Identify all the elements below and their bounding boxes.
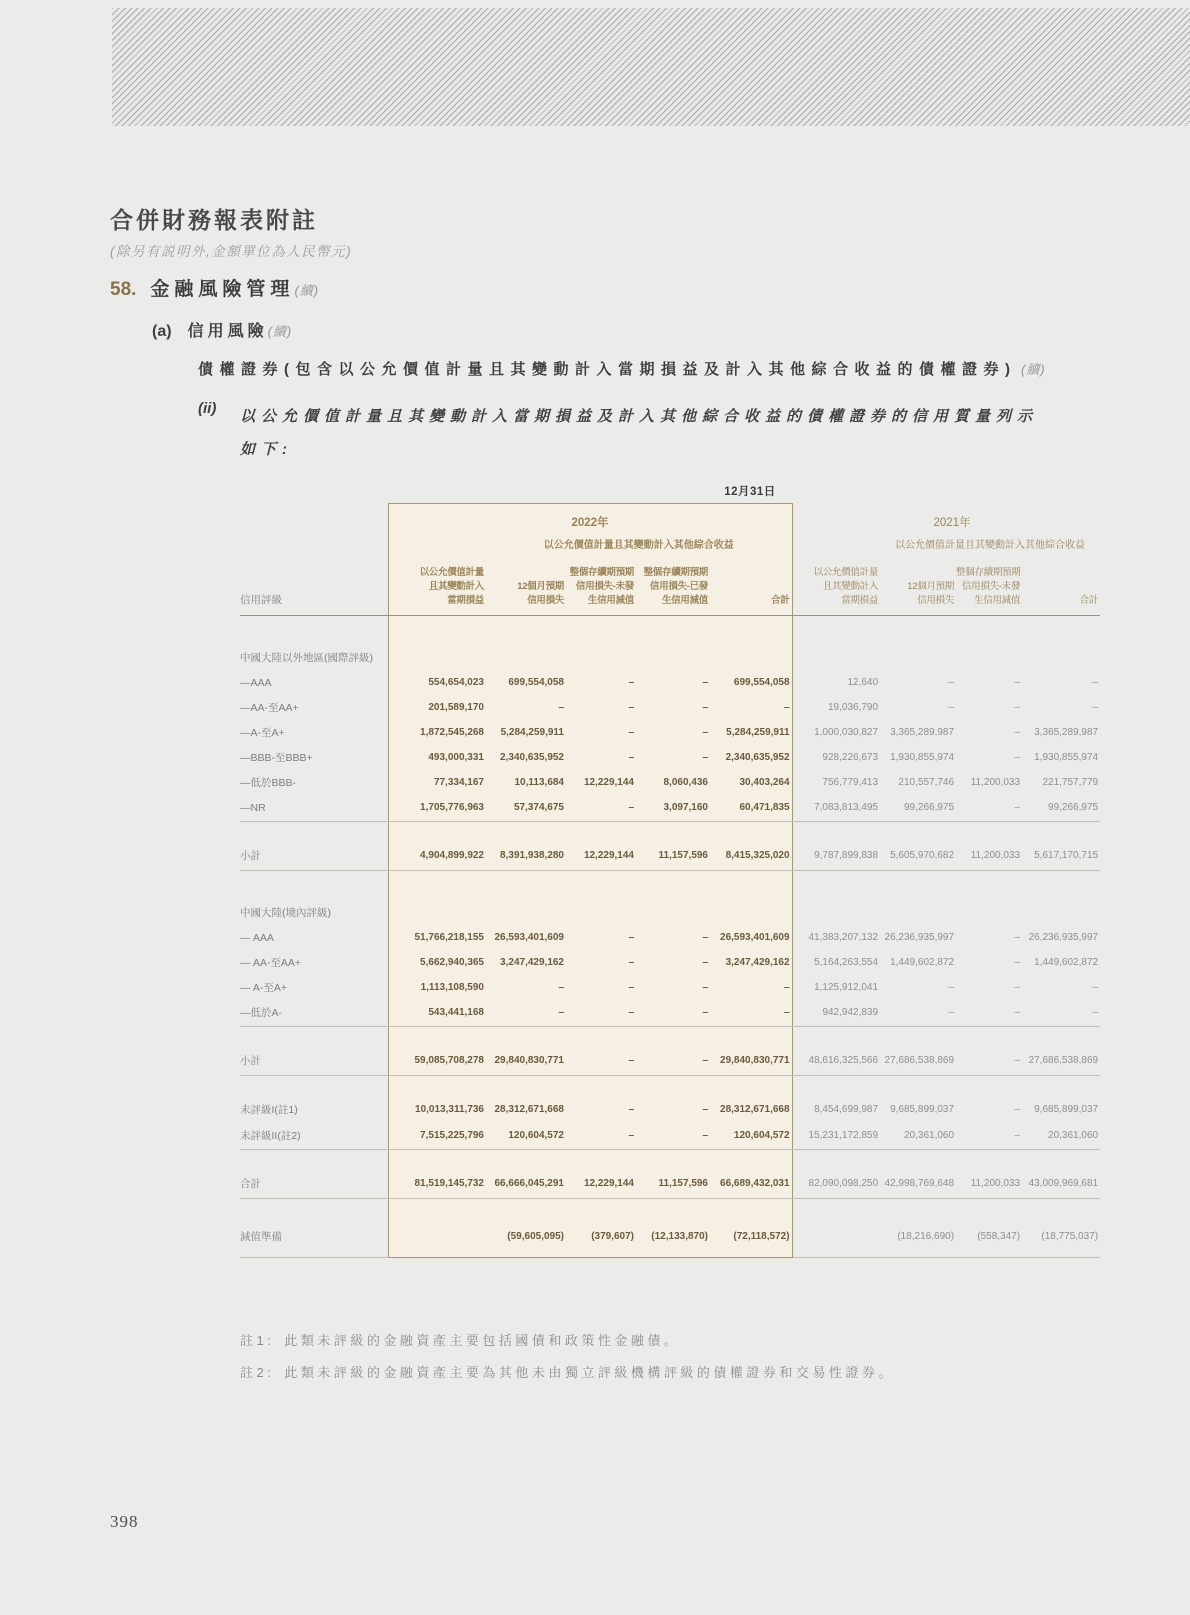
footnote-2-text: 此類未評級的金融資產主要為其他未由獨立評級機構評級的債權證券和交易性證券。 — [284, 1365, 895, 1380]
value-2021: 221,757,779 — [1042, 777, 1099, 788]
gap-cell — [792, 746, 804, 771]
value-2021: (18,216,690) — [880, 1199, 956, 1258]
value-2022: 11,157,596 — [636, 822, 710, 871]
value-2022: 1,705,776,963 — [388, 796, 486, 822]
footnote-1 — [240, 1330, 680, 1349]
value-2022: – — [636, 926, 710, 951]
value-2021: – — [1014, 1104, 1021, 1115]
value-2022: – — [636, 1027, 710, 1076]
value-2021 — [880, 871, 956, 927]
table-wrapper — [240, 503, 1100, 1258]
table-row-data — [240, 1124, 1100, 1150]
value-2021: 19,036,790 — [827, 702, 879, 713]
value-2022: 1,113,108,590 — [388, 976, 486, 1001]
value-2022: 11,157,596 — [636, 1150, 710, 1199]
gap-cell — [792, 1001, 804, 1027]
item-ii-text: 以公允價值計量且其變動計入當期損益及計入其他綜合收益的債權證券的信用質量列示如下: — [240, 408, 1039, 458]
gap-cell — [792, 671, 804, 696]
value-2022 — [636, 871, 710, 927]
value-2022: – — [566, 1027, 636, 1076]
value-2022: 5,284,259,911 — [486, 721, 566, 746]
value-2021: 1,449,602,872 — [890, 957, 955, 968]
row-label: — AA-至AA+ — [240, 957, 301, 969]
row-label: 中國大陸(境內評級) — [240, 907, 331, 919]
document-subtitle: (除另有説明外,金額單位為人民幣元) — [110, 244, 353, 259]
value-2021 — [956, 616, 1022, 672]
value-2021: – — [956, 1124, 1022, 1150]
value-2022: – — [636, 1124, 710, 1150]
value-2022: 29,840,830,771 — [710, 1027, 792, 1076]
value-2022 — [636, 616, 710, 672]
footnote-1-label: 註1: — [240, 1333, 275, 1348]
value-2021: – — [1014, 957, 1021, 968]
value-2022: 30,403,264 — [710, 771, 792, 796]
column-header-2022: 以公允價值計量 且其變動計入 當期損益 — [388, 556, 486, 616]
column-header-2021: 合計 — [1022, 556, 1100, 616]
value-2022: 81,519,145,732 — [388, 1150, 486, 1199]
value-2022: 28,312,671,668 — [486, 1076, 566, 1125]
gap-cell — [792, 1076, 804, 1125]
gap-cell — [792, 534, 804, 556]
value-2022: – — [636, 671, 710, 696]
value-2022: – — [636, 951, 710, 976]
row-label: —NR — [240, 796, 388, 822]
value-2021: 26,236,935,997 — [884, 932, 955, 943]
value-2021: 1,125,912,041 — [814, 982, 879, 993]
value-2021: 1,000,030,827 — [814, 727, 879, 738]
gap-cell — [792, 771, 804, 796]
column-header-row — [240, 556, 1100, 616]
value-2022 — [566, 871, 636, 927]
value-2021 — [804, 616, 880, 672]
value-2022: 28,312,671,668 — [710, 1076, 792, 1125]
hatched-band — [112, 8, 1190, 126]
item-ii-label: (ii) — [198, 400, 217, 417]
value-2022: 8,415,325,020 — [710, 822, 792, 871]
value-2021: 7,083,813,495 — [804, 796, 880, 822]
value-2021 — [1022, 871, 1100, 927]
table-row-data — [240, 771, 1100, 796]
value-2021: – — [1014, 677, 1021, 688]
section-heading — [110, 274, 319, 301]
value-2022: (379,607) — [566, 1199, 636, 1258]
table-row-data — [240, 976, 1100, 1001]
value-2022: – — [566, 796, 636, 822]
table-body — [240, 616, 1100, 1258]
gap-cell — [792, 976, 804, 1001]
value-2022: 8,060,436 — [636, 771, 710, 796]
footnote-2 — [240, 1362, 895, 1381]
row-label: —AAA — [240, 677, 272, 689]
value-2022: – — [710, 1001, 792, 1027]
value-2021: 20,361,060 — [1022, 1124, 1100, 1150]
value-2022: – — [636, 746, 710, 771]
value-2022: (12,133,870) — [636, 1199, 710, 1258]
value-2021: – — [1014, 982, 1021, 993]
table-row-total — [240, 1150, 1100, 1199]
value-2022: 77,334,167 — [388, 771, 486, 796]
value-2021: 11,200,033 — [956, 822, 1022, 871]
value-2021 — [804, 871, 880, 927]
column-header-2022: 12個月預期 信用損失 — [486, 556, 566, 616]
row-label: 合計 — [240, 1150, 388, 1199]
value-2021: 43,009,969,681 — [1022, 1150, 1100, 1199]
value-2022: 1,872,545,268 — [388, 721, 486, 746]
item-ii-heading — [198, 400, 1055, 466]
bond-continued-marker: (續) — [1020, 362, 1046, 377]
table-row-data — [240, 746, 1100, 771]
row-label: —低於BBB- — [240, 777, 297, 789]
value-2022: 60,471,835 — [710, 796, 792, 822]
value-2022: – — [486, 976, 566, 1001]
value-2022: – — [566, 1001, 636, 1027]
value-2021: 210,557,746 — [898, 777, 955, 788]
value-2022: 120,604,572 — [486, 1124, 566, 1150]
value-2021: 27,686,538,869 — [880, 1027, 956, 1076]
subsection-heading — [152, 318, 292, 341]
row-label: 未評級II(註2) — [240, 1124, 388, 1150]
table-row-data — [240, 696, 1100, 721]
value-2021: – — [1022, 1001, 1100, 1027]
value-2022: 10,013,311,736 — [388, 1076, 486, 1125]
value-2022 — [710, 616, 792, 672]
value-2021: 3,365,289,987 — [890, 727, 955, 738]
value-2021: – — [1014, 932, 1021, 943]
value-2021: – — [948, 677, 955, 688]
gap-cell — [792, 556, 804, 616]
gap-cell — [792, 696, 804, 721]
value-2021: – — [956, 1001, 1022, 1027]
value-2021: (558,347) — [956, 1199, 1022, 1258]
value-2022: – — [710, 696, 792, 721]
value-2021: – — [956, 1027, 1022, 1076]
value-2022: 8,391,938,280 — [486, 822, 566, 871]
value-2021: 3,365,289,987 — [1034, 727, 1099, 738]
value-2022 — [710, 871, 792, 927]
value-2021: – — [1092, 677, 1099, 688]
table-row-data — [240, 926, 1100, 951]
value-2021: 42,998,769,648 — [880, 1150, 956, 1199]
subsection-title: 信用風險 — [187, 323, 268, 340]
value-2022: 66,689,432,031 — [710, 1150, 792, 1199]
year-2021-header: 2021年 — [933, 517, 971, 529]
column-header-2021: 整個存續期預期 信用損失-未發 生信用減值 — [956, 556, 1022, 616]
row-label: 中國大陸以外地區(國際評級) — [240, 652, 373, 664]
value-2022: 3,247,429,162 — [710, 951, 792, 976]
table-row-sub — [240, 822, 1100, 871]
value-2022: – — [566, 696, 636, 721]
value-2022: 12,229,144 — [566, 1150, 636, 1199]
value-2022 — [566, 616, 636, 672]
bond-heading-text: 債權證券(包含以公允價值計量且其變動計入當期損益及計入其他綜合收益的債權證券) — [198, 361, 1017, 378]
value-2022: (59,605,095) — [486, 1199, 566, 1258]
table-row-sub — [240, 1027, 1100, 1076]
value-2021: 26,236,935,997 — [1028, 932, 1099, 943]
table-row-data — [240, 951, 1100, 976]
value-2022: 4,904,899,922 — [388, 822, 486, 871]
row-label: —AA-至AA+ — [240, 702, 299, 714]
table-row-data — [240, 671, 1100, 696]
value-2022: 51,766,218,155 — [388, 926, 486, 951]
gap-cell — [792, 1027, 804, 1076]
value-2021: – — [1092, 702, 1099, 713]
table-row-data — [240, 1001, 1100, 1027]
value-2022: 120,604,572 — [710, 1124, 792, 1150]
value-2022: 543,441,168 — [388, 1001, 486, 1027]
value-2021: 20,361,060 — [880, 1124, 956, 1150]
value-2022: – — [566, 926, 636, 951]
value-2022: 699,554,058 — [486, 671, 566, 696]
gap-cell — [792, 1199, 804, 1258]
gap-cell — [792, 822, 804, 871]
table-row-group — [240, 616, 1100, 672]
value-2022: 10,113,684 — [486, 771, 566, 796]
row-label: — A-至A+ — [240, 982, 287, 994]
value-2022 — [486, 871, 566, 927]
value-2022: – — [566, 976, 636, 1001]
value-2021: (18,775,037) — [1022, 1199, 1100, 1258]
gap-cell — [792, 721, 804, 746]
year-2022-header: 2022年 — [388, 504, 792, 535]
value-2022: – — [636, 721, 710, 746]
value-2021: 27,686,538,869 — [1022, 1027, 1100, 1076]
value-2022: – — [486, 1001, 566, 1027]
spacer-cell — [240, 504, 388, 535]
value-2021: 82,090,098,250 — [804, 1150, 880, 1199]
value-2021: 9,685,899,037 — [1034, 1104, 1099, 1115]
value-2022: – — [636, 1001, 710, 1027]
section-number: 58. — [110, 279, 137, 300]
value-2022: 5,662,940,365 — [388, 951, 486, 976]
value-2022: – — [566, 1076, 636, 1125]
value-2022: 26,593,401,609 — [710, 926, 792, 951]
footnote-1-text: 此類未評級的金融資產主要包括國債和政策性金融債。 — [284, 1333, 681, 1348]
gap-cell — [792, 504, 804, 535]
value-2022: 3,097,160 — [636, 796, 710, 822]
table-date-header: 12月31日 — [724, 486, 776, 498]
value-2021: – — [948, 982, 955, 993]
value-2021: – — [1014, 752, 1021, 763]
column-header-2021: 12個月預期 信用損失 — [880, 556, 956, 616]
row-header-label: 信用評級 — [240, 556, 388, 616]
value-2021: 8,454,699,987 — [814, 1104, 879, 1115]
value-2021: 1,449,602,872 — [1034, 957, 1099, 968]
section-title: 金融風險管理 — [150, 279, 295, 300]
value-2021: – — [1014, 702, 1021, 713]
gap-cell — [792, 1150, 804, 1199]
value-2022: – — [486, 696, 566, 721]
value-2022 — [388, 1199, 486, 1258]
oci-span-2022: 以公允價值計量且其變動計入其他綜合收益 — [486, 534, 792, 556]
value-2022: – — [636, 976, 710, 1001]
row-label: — AAA — [240, 932, 274, 944]
value-2021: 11,200,033 — [956, 1150, 1022, 1199]
row-label: 小計 — [240, 822, 388, 871]
row-label: —A-至A+ — [240, 727, 285, 739]
value-2022: 66,666,045,291 — [486, 1150, 566, 1199]
value-2021 — [956, 871, 1022, 927]
value-2021: 99,266,975 — [1022, 796, 1100, 822]
column-header-2022: 合計 — [710, 556, 792, 616]
table-row-allow — [240, 1199, 1100, 1258]
value-2022: 29,840,830,771 — [486, 1027, 566, 1076]
value-2022: 12,229,144 — [566, 822, 636, 871]
table-row-data — [240, 796, 1100, 822]
row-label: 小計 — [240, 1027, 388, 1076]
table-header — [240, 504, 1100, 616]
footnote-2-label: 註2: — [240, 1365, 275, 1380]
value-2021: – — [948, 702, 955, 713]
credit-quality-table — [240, 503, 1100, 1258]
value-2021 — [1022, 616, 1100, 672]
value-2022: – — [566, 671, 636, 696]
value-2022: – — [636, 1076, 710, 1125]
spacer-cell — [388, 534, 486, 556]
value-2021: 99,266,975 — [880, 796, 956, 822]
value-2021: 5,164,263,554 — [814, 957, 879, 968]
column-header-2022: 整個存續期預期 信用損失-已發 生信用減值 — [636, 556, 710, 616]
value-2022 — [388, 616, 486, 672]
value-2021: 9,787,899,838 — [804, 822, 880, 871]
row-label: —BBB-至BBB+ — [240, 752, 313, 764]
table-row-sub — [240, 1076, 1100, 1125]
value-2022: (72,118,572) — [710, 1199, 792, 1258]
value-2022: 493,000,331 — [388, 746, 486, 771]
table-row-data — [240, 721, 1100, 746]
value-2022: 7,515,225,796 — [388, 1124, 486, 1150]
spacer-cell — [804, 534, 880, 556]
oci-span-2021: 以公允價值計量且其變動計入其他綜合收益 — [895, 540, 1086, 551]
table-row-group — [240, 871, 1100, 927]
gap-cell — [792, 871, 804, 927]
value-2021: 5,617,170,715 — [1022, 822, 1100, 871]
value-2022: – — [566, 721, 636, 746]
value-2022: 201,589,170 — [388, 696, 486, 721]
value-2021: 9,685,899,037 — [890, 1104, 955, 1115]
spacer-cell — [240, 534, 388, 556]
row-label: —低於A- — [240, 1001, 388, 1027]
gap-cell — [792, 796, 804, 822]
value-2021: 1,930,855,974 — [1034, 752, 1099, 763]
oci-header-row — [240, 534, 1100, 556]
row-label: 減值準備 — [240, 1199, 388, 1258]
gap-cell — [792, 951, 804, 976]
value-2022: 59,085,708,278 — [388, 1027, 486, 1076]
subsection-label: (a) — [152, 323, 172, 340]
value-2021: 5,605,970,682 — [880, 822, 956, 871]
value-2021: 756,779,413 — [822, 777, 879, 788]
column-header-2021: 以公允價值計量 且其變動計入 當期損益 — [804, 556, 880, 616]
page-number: 398 — [110, 1512, 139, 1531]
value-2022 — [388, 871, 486, 927]
value-2022: 2,340,635,952 — [486, 746, 566, 771]
gap-cell — [792, 1124, 804, 1150]
value-2022: 554,654,023 — [388, 671, 486, 696]
value-2022: 2,340,635,952 — [710, 746, 792, 771]
section-continued-marker: (續) — [294, 283, 320, 298]
value-2021: – — [880, 1001, 956, 1027]
value-2022: – — [566, 746, 636, 771]
value-2022: 57,374,675 — [486, 796, 566, 822]
subsection-continued-marker: (續) — [267, 324, 293, 339]
value-2022: – — [710, 976, 792, 1001]
value-2022: – — [636, 696, 710, 721]
value-2022: – — [566, 1124, 636, 1150]
value-2021: – — [1014, 727, 1021, 738]
bond-securities-heading — [198, 358, 1046, 379]
value-2022: 3,247,429,162 — [486, 951, 566, 976]
value-2022: 12,229,144 — [566, 771, 636, 796]
value-2022: 699,554,058 — [710, 671, 792, 696]
value-2021: – — [956, 796, 1022, 822]
value-2021: 942,942,839 — [804, 1001, 880, 1027]
value-2021: 41,383,207,132 — [808, 932, 879, 943]
gap-cell — [792, 926, 804, 951]
value-2021: 1,930,855,974 — [890, 752, 955, 763]
value-2022: 26,593,401,609 — [486, 926, 566, 951]
year-header-row — [240, 504, 1100, 535]
value-2021: 928,226,673 — [822, 752, 879, 763]
document-title: 合併財務報表附註 — [110, 208, 318, 233]
value-2021: – — [1092, 982, 1099, 993]
value-2022 — [486, 616, 566, 672]
value-2021 — [880, 616, 956, 672]
column-header-2022: 整個存續期預期 信用損失-未發 生信用減值 — [566, 556, 636, 616]
value-2022: 5,284,259,911 — [710, 721, 792, 746]
value-2021: 48,616,325,566 — [804, 1027, 880, 1076]
gap-cell — [792, 616, 804, 672]
value-2021: 11,200,033 — [970, 777, 1021, 788]
value-2021: 12,640 — [847, 677, 879, 688]
value-2022: – — [566, 951, 636, 976]
value-2021: 15,231,172,859 — [804, 1124, 880, 1150]
row-label: 未評級I(註1) — [240, 1104, 298, 1116]
value-2021 — [804, 1199, 880, 1258]
